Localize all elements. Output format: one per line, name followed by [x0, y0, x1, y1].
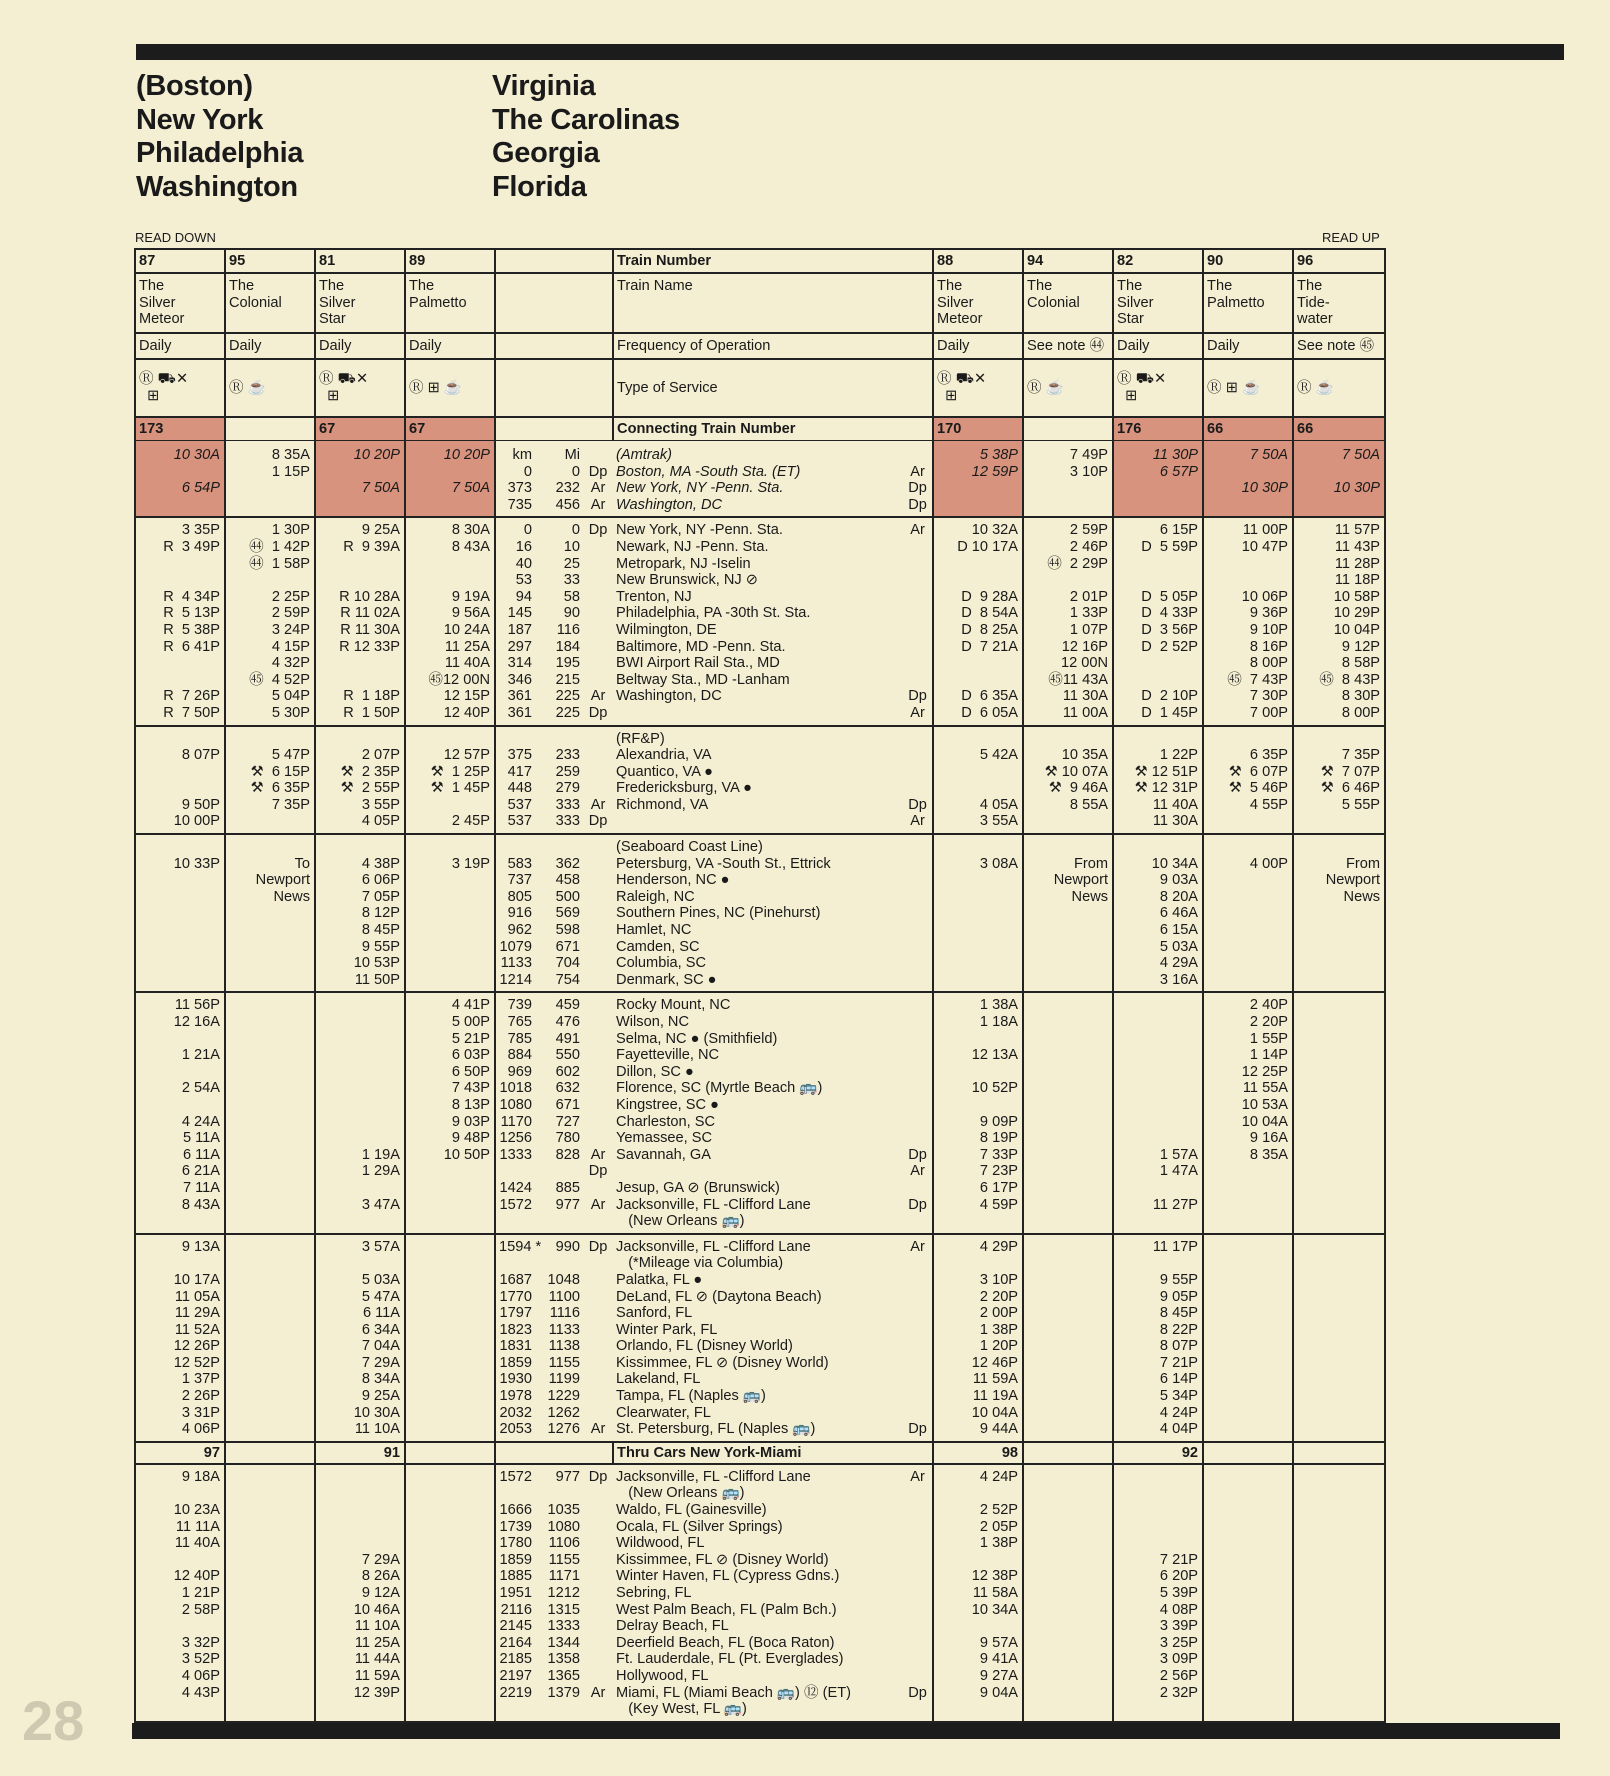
up-train-freq: Daily	[1113, 333, 1203, 359]
row-label: Connecting Train Number	[613, 417, 933, 441]
up-times	[1023, 1234, 1113, 1442]
down-times: 10 30A 6 54P	[135, 441, 225, 518]
down-train-conn: 67	[405, 417, 495, 441]
timetable	[134, 248, 1386, 1723]
down-times: 3 19P	[405, 834, 495, 992]
up-times: 7 35P ⚒ 7 07P ⚒ 6 46P 5 55P	[1293, 726, 1385, 835]
row-label: Type of Service	[613, 359, 933, 417]
row-label: Train Name	[613, 273, 933, 333]
blank-cell	[495, 359, 613, 417]
timetable-section	[135, 834, 1385, 992]
up-times: 3 08A	[933, 834, 1023, 992]
station-names: Rocky Mount, NC Wilson, NC Selma, NC ● (Smithfield) Fayetteville, NC Dillon, SC ● Florence, SC (Myrtle Beach 🚌) Kingstree, SC ● Charleston, SC Yemassee, SC Savannah, GA Jesup, GA ⊘ (Brunswick) Jacksonville, FL -Clifford Lane (New Orleans 🚌)	[613, 992, 903, 1233]
header-line: (Boston)	[136, 70, 253, 102]
down-times	[225, 1442, 315, 1464]
mi-column: 362 458 500 569 598 671 704 754	[535, 834, 583, 992]
arr-dep-up: Ar Dp Dp	[903, 441, 933, 518]
up-times: 1 22P ⚒ 12 51P ⚒ 12 31P 11 40A 11 30A	[1113, 726, 1203, 835]
up-train-svc: Ⓡ ⛟✕ ⊞	[1113, 359, 1203, 417]
arr-dep-up	[903, 834, 933, 992]
down-times: 10 20P 7 50A	[315, 441, 405, 518]
km-column: 1594 * 1687 1770 1797 1823 1831 1859 1930 1978 2032 2053	[495, 1234, 535, 1442]
header-line: Virginia	[492, 70, 596, 102]
mi-column: 233 259 279 333 333	[535, 726, 583, 835]
up-times: 7 50A 10 30P	[1203, 441, 1293, 518]
up-train-conn: 66	[1293, 417, 1385, 441]
arr-dep-up: Ar Dp	[903, 1464, 933, 1722]
down-times: 9 18A 10 23A 11 11A 11 40A 12 40P 1 21P 2 58P 3 32P 3 52P 4 06P 4 43P	[135, 1464, 225, 1722]
down-times: 3 57A 5 03A 5 47A 6 11A 6 34A 7 04A 7 29A 8 34A 9 25A 10 30A 11 10A	[315, 1234, 405, 1442]
svc-row	[135, 359, 1385, 417]
up-train-name: The Tide- water	[1293, 273, 1385, 333]
down-times: 1 19A 1 29A 3 47A	[315, 992, 405, 1233]
down-train-number: 89	[405, 249, 495, 273]
down-train-svc: Ⓡ ⛟✕ ⊞	[135, 359, 225, 417]
up-train-name: The Silver Meteor	[933, 273, 1023, 333]
up-times: From Newport News	[1023, 834, 1113, 992]
arr-dep: Dp Ar Dp	[583, 517, 613, 725]
down-train-freq: Daily	[135, 333, 225, 359]
up-times	[1203, 1464, 1293, 1722]
up-train-number: 82	[1113, 249, 1203, 273]
up-times: 10 32A D 10 17A D 9 28A D 8 54A D 8 25A D 7 21A D 6 35A D 6 05A	[933, 517, 1023, 725]
down-train-svc: Ⓡ ☕	[225, 359, 315, 417]
down-train-freq: Daily	[315, 333, 405, 359]
timetable-section	[135, 441, 1385, 518]
blank-cell	[495, 333, 613, 359]
down-times	[225, 1234, 315, 1442]
up-times	[1023, 992, 1113, 1233]
up-times: 4 24P 2 52P 2 05P 1 38P 12 38P 11 58A 10 34A 9 57A 9 41A 9 27A 9 04A	[933, 1464, 1023, 1722]
up-train-freq: See note ㊹	[1023, 333, 1113, 359]
down-times: 4 41P 5 00P 5 21P 6 03P 6 50P 7 43P 8 13P 9 03P 9 48P 10 50P	[405, 992, 495, 1233]
down-times: 97	[135, 1442, 225, 1464]
row-label: Frequency of Operation	[613, 333, 933, 359]
up-times: 5 38P 12 59P	[933, 441, 1023, 518]
km-column: km 0 373 735	[495, 441, 535, 518]
down-train-svc: Ⓡ ⊞ ☕	[405, 359, 495, 417]
up-times: 5 42A 4 05A 3 55A	[933, 726, 1023, 835]
read-down-label: READ DOWN	[135, 230, 216, 245]
km-column: 1572 1666 1739 1780 1859 1885 1951 2116 2145 2164 2185 2197 2219	[495, 1464, 535, 1722]
up-times: 11 30P 6 57P	[1113, 441, 1203, 518]
bottom-rule	[132, 1723, 1560, 1739]
down-train-freq: Daily	[225, 333, 315, 359]
up-times: 10 34A 9 03A 8 20A 6 46A 6 15A 5 03A 4 29A 3 16A	[1113, 834, 1203, 992]
up-times: 4 29P 3 10P 2 20P 2 00P 1 38P 1 20P 12 46P 11 59A 11 19A 10 04A 9 44A	[933, 1234, 1023, 1442]
up-times: 10 35A ⚒ 10 07A ⚒ 9 46A 8 55A	[1023, 726, 1113, 835]
down-times: 91	[315, 1442, 405, 1464]
up-times: 2 40P 2 20P 1 55P 1 14P 12 25P 11 55A 10 53A 10 04A 9 16A 8 35A	[1203, 992, 1293, 1233]
name-row	[135, 273, 1385, 333]
up-times	[1023, 1442, 1113, 1464]
up-times: 6 35P ⚒ 6 07P ⚒ 5 46P 4 55P	[1203, 726, 1293, 835]
up-train-conn: 66	[1203, 417, 1293, 441]
km-column: 375 417 448 537 537	[495, 726, 535, 835]
down-times: 5 47P ⚒ 6 15P ⚒ 6 35P 7 35P	[225, 726, 315, 835]
down-train-name: The Colonial	[225, 273, 315, 333]
arr-dep: Dp Ar Ar	[583, 441, 613, 518]
down-times	[225, 992, 315, 1233]
thru-cars-label: Thru Cars New York-Miami	[613, 1442, 933, 1464]
timetable-section	[135, 1442, 1385, 1464]
up-train-name: The Silver Star	[1113, 273, 1203, 333]
down-times: 2 07P ⚒ 2 35P ⚒ 2 55P 3 55P 4 05P	[315, 726, 405, 835]
read-up-label: READ UP	[1322, 230, 1380, 245]
up-times	[1293, 1234, 1385, 1442]
up-train-conn	[1023, 417, 1113, 441]
up-train-conn: 176	[1113, 417, 1203, 441]
up-train-freq: Daily	[1203, 333, 1293, 359]
up-times: 92	[1113, 1442, 1203, 1464]
up-times: 6 15P D 5 59P D 5 05P D 4 33P D 3 56P D 2 52P D 2 10P D 1 45P	[1113, 517, 1203, 725]
timetable-section	[135, 1234, 1385, 1442]
blank-cell	[495, 417, 613, 441]
arr-dep-up: Ar Dp Ar	[903, 517, 933, 725]
down-times: 10 33P	[135, 834, 225, 992]
down-times: 11 56P 12 16A 1 21A 2 54A 4 24A 5 11A 6 11A 6 21A 7 11A 8 43A	[135, 992, 225, 1233]
timetable-section	[135, 992, 1385, 1233]
down-times: 8 07P 9 50P 10 00P	[135, 726, 225, 835]
header-line: Philadelphia	[136, 137, 304, 169]
up-train-svc: Ⓡ ⛟✕ ⊞	[933, 359, 1023, 417]
up-times: 4 00P	[1203, 834, 1293, 992]
up-times: 7 50A 10 30P	[1293, 441, 1385, 518]
header-line: The Carolinas	[492, 103, 680, 136]
arr-dep: Ar Dp Ar	[583, 992, 613, 1233]
up-train-number: 90	[1203, 249, 1293, 273]
up-times: 2 59P 2 46P ㊹ 2 29P 2 01P 1 33P 1 07P 12 16P 12 00N ㊺11 43A 11 30A 11 00A	[1023, 517, 1113, 725]
station-names: (RF&P) Alexandria, VA Quantico, VA ● Fredericksburg, VA ● Richmond, VA	[613, 726, 903, 835]
down-times	[225, 1464, 315, 1722]
arr-dep-up: Dp Ar Dp	[903, 992, 933, 1233]
up-times: 11 57P 11 43P 11 28P 11 18P 10 58P 10 29P 10 04P 9 12P 8 58P ㊺ 8 43P 8 30P 8 00P	[1293, 517, 1385, 725]
down-times	[405, 1442, 495, 1464]
arr-dep-up: Dp Ar	[903, 726, 933, 835]
up-train-freq: Daily	[933, 333, 1023, 359]
down-train-conn	[225, 417, 315, 441]
up-times: From Newport News	[1293, 834, 1385, 992]
up-times: 98	[933, 1442, 1023, 1464]
timetable-section	[135, 1464, 1385, 1722]
down-times: 3 35P R 3 49P R 4 34P R 5 13P R 5 38P R 6 41P R 7 26P R 7 50P	[135, 517, 225, 725]
up-train-freq: See note ㊺	[1293, 333, 1385, 359]
header-line: Georgia	[492, 137, 600, 169]
down-times	[405, 1464, 495, 1722]
arr-dep: Dp Ar	[583, 1234, 613, 1442]
down-train-number: 81	[315, 249, 405, 273]
up-times	[1293, 1464, 1385, 1722]
down-train-name: The Silver Meteor	[135, 273, 225, 333]
conn-row	[135, 417, 1385, 441]
arr-dep: Ar Dp	[583, 726, 613, 835]
up-times: 7 49P 3 10P	[1023, 441, 1113, 518]
mi-column: 990 1048 1100 1116 1133 1138 1155 1199 1229 1262 1276	[535, 1234, 583, 1442]
up-train-svc: Ⓡ ☕	[1023, 359, 1113, 417]
up-train-number: 94	[1023, 249, 1113, 273]
up-train-conn: 170	[933, 417, 1023, 441]
down-times: 8 35A 1 15P	[225, 441, 315, 518]
station-names: (Seaboard Coast Line) Petersburg, VA -South St., Ettrick Henderson, NC ● Raleigh, NC Southern Pines, NC (Pinehurst) Hamlet, NC Camden, SC Columbia, SC Denmark, SC ●	[613, 834, 903, 992]
blank-cell	[495, 273, 613, 333]
up-times: 7 21P 6 20P 5 39P 4 08P 3 39P 3 25P 3 09P 2 56P 2 32P	[1113, 1464, 1203, 1722]
header-left	[136, 70, 303, 204]
up-train-name: The Colonial	[1023, 273, 1113, 333]
freq-row	[135, 333, 1385, 359]
arr-dep-up: Ar Dp	[903, 1234, 933, 1442]
header-line: Florida	[492, 170, 587, 203]
mi-column: Mi 0 232 456	[535, 441, 583, 518]
up-times	[1203, 1442, 1293, 1464]
page-number: 28	[22, 1689, 85, 1752]
header-right	[492, 70, 680, 204]
arr-dep	[583, 834, 613, 992]
station-names: (Amtrak) Boston, MA -South Sta. (ET) New York, NY -Penn. Sta. Washington, DC	[613, 441, 903, 518]
km-column: 739 765 785 884 969 1018 1080 1170 1256 1333 1424 1572	[495, 992, 535, 1233]
down-train-number: 87	[135, 249, 225, 273]
km-column: 583 737 805 916 962 1079 1133 1214	[495, 834, 535, 992]
down-train-freq: Daily	[405, 333, 495, 359]
down-train-svc: Ⓡ ⛟✕ ⊞	[315, 359, 405, 417]
km-column: 0 16 40 53 94 145 187 297 314 346 361 361	[495, 517, 535, 725]
up-times	[1023, 1464, 1113, 1722]
down-times: 9 13A 10 17A 11 05A 11 29A 11 52A 12 26P 12 52P 1 37P 2 26P 3 31P 4 06P	[135, 1234, 225, 1442]
up-train-svc: Ⓡ ⊞ ☕	[1203, 359, 1293, 417]
top-rule	[136, 44, 1564, 60]
down-train-conn: 173	[135, 417, 225, 441]
mi-column: 977 1035 1080 1106 1155 1171 1212 1315 1333 1344 1358 1365 1379	[535, 1464, 583, 1722]
blank-cell	[495, 249, 613, 273]
up-times: 1 38A 1 18A 12 13A 10 52P 9 09P 8 19P 7 33P 7 23P 6 17P 4 59P	[933, 992, 1023, 1233]
down-times: 1 30P ㊹ 1 42P ㊹ 1 58P 2 25P 2 59P 3 24P 4 15P 4 32P ㊺ 4 52P 5 04P 5 30P	[225, 517, 315, 725]
arr-dep: Dp Ar	[583, 1464, 613, 1722]
station-names: Jacksonville, FL -Clifford Lane (New Orleans 🚌) Waldo, FL (Gainesville) Ocala, FL (Silver Springs) Wildwood, FL Kissimmee, FL ⊘ (Disney World) Winter Haven, FL (Cypress Gdns.) Sebring, FL West Palm Beach, FL (Palm Bch.) Delray Beach, FL Deerfield Beach, FL (Boca Raton) Ft. Lauderdale, FL (Pt. Everglades) Hollywood, FL Miami, FL (Miami Beach 🚌) ⑫ (ET) (Key West, FL 🚌)	[613, 1464, 903, 1722]
down-train-number: 95	[225, 249, 315, 273]
down-times: 7 29A 8 26A 9 12A 10 46A 11 10A 11 25A 11 44A 11 59A 12 39P	[315, 1464, 405, 1722]
station-names: Jacksonville, FL -Clifford Lane (*Mileage via Columbia) Palatka, FL ● DeLand, FL ⊘ (Daytona Beach) Sanford, FL Winter Park, FL Orlando, FL (Disney World) Kissimmee, FL ⊘ (Disney World) Lakeland, FL Tampa, FL (Naples 🚌) Clearwater, FL St. Petersburg, FL (Naples 🚌)	[613, 1234, 903, 1442]
blank-cell	[495, 1442, 613, 1464]
up-times: 11 17P 9 55P 9 05P 8 45P 8 22P 8 07P 7 21P 6 14P 5 34P 4 24P 4 04P	[1113, 1234, 1203, 1442]
up-train-svc: Ⓡ ☕	[1293, 359, 1385, 417]
down-times: 12 57P ⚒ 1 25P ⚒ 1 45P 2 45P	[405, 726, 495, 835]
down-times	[405, 1234, 495, 1442]
up-times: 1 57A 1 47A 11 27P	[1113, 992, 1203, 1233]
timetable-section	[135, 517, 1385, 725]
up-train-number: 88	[933, 249, 1023, 273]
down-train-name: The Palmetto	[405, 273, 495, 333]
down-train-conn: 67	[315, 417, 405, 441]
down-train-name: The Silver Star	[315, 273, 405, 333]
station-names: New York, NY -Penn. Sta. Newark, NJ -Penn. Sta. Metropark, NJ -Iselin New Brunswick, NJ ⊘ Trenton, NJ Philadelphia, PA -30th St. Sta. Wilmington, DE Baltimore, MD -Penn. Sta. BWI Airport Rail Sta., MD Beltway Sta., MD -Lanham Washington, DC	[613, 517, 903, 725]
up-train-number: 96	[1293, 249, 1385, 273]
down-times: To Newport News	[225, 834, 315, 992]
header-line: New York	[136, 103, 264, 136]
up-train-name: The Palmetto	[1203, 273, 1293, 333]
timetable-section	[135, 726, 1385, 835]
up-times	[1203, 1234, 1293, 1442]
up-times	[1293, 1442, 1385, 1464]
num-row	[135, 249, 1385, 273]
up-times: 11 00P 10 47P 10 06P 9 36P 9 10P 8 16P 8 00P ㊺ 7 43P 7 30P 7 00P	[1203, 517, 1293, 725]
down-times: 10 20P 7 50A	[405, 441, 495, 518]
down-times: 4 38P 6 06P 7 05P 8 12P 8 45P 9 55P 10 53P 11 50P	[315, 834, 405, 992]
mi-column: 0 10 25 33 58 90 116 184 195 215 225 225	[535, 517, 583, 725]
header-line: Washington	[136, 170, 298, 203]
down-times: 9 25A R 9 39A R 10 28A R 11 02A R 11 30A R 12 33P R 1 18P R 1 50P	[315, 517, 405, 725]
up-times	[1293, 992, 1385, 1233]
mi-column: 459 476 491 550 602 632 671 727 780 828 885 977	[535, 992, 583, 1233]
row-label: Train Number	[613, 249, 933, 273]
down-times: 8 30A 8 43A 9 19A 9 56A 10 24A 11 25A 11 40A ㊺12 00N 12 15P 12 40P	[405, 517, 495, 725]
